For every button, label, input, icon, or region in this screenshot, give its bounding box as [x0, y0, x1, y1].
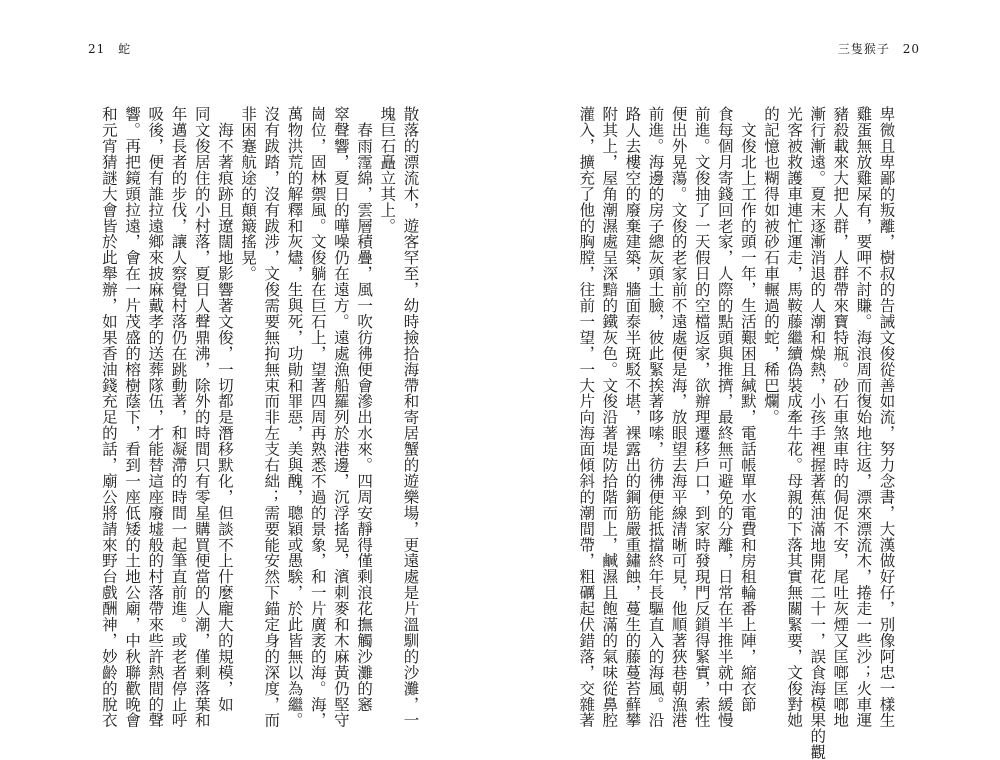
text-column: 的記憶也糊得如被砂石車輾過的蛇，稀巴爛。 [762, 106, 780, 425]
text-column: 和元宵猜謎大會皆於此舉辦，如果香油錢充足的話，廟公將請來野台戲酬神，妙齡的脫衣 [99, 106, 118, 729]
text-column: 散落的漂流木，遊客罕至，幼時撿拾海帶和寄居蟹的遊樂場，更遠處是片溫馴的沙灘，一 [401, 106, 420, 729]
text-column: 路人去樓空的廢棄建築，牆面泰半斑駁不堪，裸露出的鋼筋嚴重鏽蝕，蔓生的藤蔓苔蘚攀 [623, 106, 642, 729]
text-column: 附其上，屋角潮濕處呈深黯的鐵灰色。文俊沿著堤防拾階而上，鹹濕且飽滿的氣味從鼻腔 [600, 106, 619, 729]
text-column: 年邁長者的步伐，讓人察覺村落仍在跳動著，和凝滯的時間一起筆直前進。或老者停止呼 [169, 106, 188, 729]
text-column: 沒有跋踏，沒有跋涉，文俊需要無拘無束而非左支右絀；需要能安然下錨定身的深度，而 [262, 106, 281, 729]
text-column: 春雨霪綿，雲層積疊，風一吹彷彿便會滲出水來。四周安靜得僅剩浪花撫觸沙灘的窸 [355, 106, 374, 713]
text-column: 吸後，便有誰拉遠鄉來披麻戴孝的送葬隊伍，才能替這座廢墟般的村落帶來些許熱間的聲 [146, 106, 165, 729]
text-column: 非困蹇航途的顛簸搖晃。 [239, 106, 258, 282]
text-column: 食每個月寄錢回老家，人際的點頭與推擠，最終無可避免的分離，日常在半推半就中緩慢 [715, 106, 734, 729]
text-column: 光客被救護車連忙運走，馬鞍藤繼續偽裝成牽牛花。母親的下落其實無關緊要，文俊對她 [785, 106, 804, 729]
text-column: 前進。海邊的房子總灰頭土臉，彼此緊挨著哆嗦，彷彿便能抵擋終年長驅直入的海風。沿 [646, 106, 665, 729]
text-column: 塊巨石矗立其上。 [378, 106, 397, 234]
text-column: 響。再把鏡頭拉遠，會在一片茂盛的榕樹蔭下，看到一座低矮的土地公廟，中秋聯歡晚會 [123, 106, 142, 729]
text-column: 窣聲響，夏日的嘩噪仍在遠方。遠處漁船羅列於港邊，沉浮搖晃，濱刺麥和木麻黃仍堅守 [331, 106, 350, 729]
text-column: 雞蛋無放雞屎有，要呷不討賺。海浪周而復始地往返，漂來漂流木，捲走一些沙；火車運 [854, 106, 873, 729]
left-chapter-title: 蛇 [118, 42, 132, 56]
text-column: 漸行漸遠。夏末逐漸消退的人潮和燥熱，小孩手裡握著蕉油滿地開花二十一，誤食海模果的觀 [808, 106, 827, 760]
text-column: 灌入，擴充了他的胸膛，往前一望，一大片向海面傾斜的潮間帶，粗礪起伏錯落，交雜著 [577, 106, 596, 729]
left-page-header [80, 40, 131, 57]
text-column: 同文俊居住的小村落，夏日人聲鼎沸，除外的時間只有零星購買便當的人潮，僅剩落葉和 [192, 106, 211, 729]
text-column: 萬物洪荒的解釋和灰燼，生與死，功勛和罪惡，美與醜，聰穎或愚騃，於此皆無以為繼。 [285, 106, 304, 729]
text-column: 崗位，固林禦風。文俊躺在巨石上，望著四周再熟悉不過的景象，和一片廣袤的海。海， [308, 106, 327, 729]
text-column: 海不著痕跡且遼闊地影響著文俊，一切都是潛移默化，但談不上什麼龐大的規模，如 [215, 106, 234, 713]
text-column: 文俊北上工作的頭一年，生活艱困且緘默，電話帳單水電費和房租輪番上陣，縮衣節 [738, 106, 757, 713]
right-chapter-title: 三隻猴子 [837, 42, 890, 56]
text-column: 豬殺載來大把人群，人群帶來寶特瓶。砂石車煞車時的侷促不安，尾吐灰煙又匡啷匡啷地 [831, 106, 850, 729]
text-column: 便出外晃蕩。文俊的老家前不遠處便是海，放眼望去海平線清晰可見，他順著狹巷朝漁港 [669, 106, 688, 729]
text-column: 前進。文俊抽了一天假日的空檔返家，欲辦理遷移戶口，到家時發現門反鎖得緊實，索性 [692, 106, 711, 729]
right-page-number: 20 [902, 42, 920, 56]
left-page-number: 21 [88, 42, 106, 56]
right-page-header [838, 40, 928, 57]
text-column: 卑微且卑鄙的叛離，樹叔的告誡文俊從善如流，努力念書，大漢做好仔，別像阿忠一樣生 [877, 106, 896, 729]
